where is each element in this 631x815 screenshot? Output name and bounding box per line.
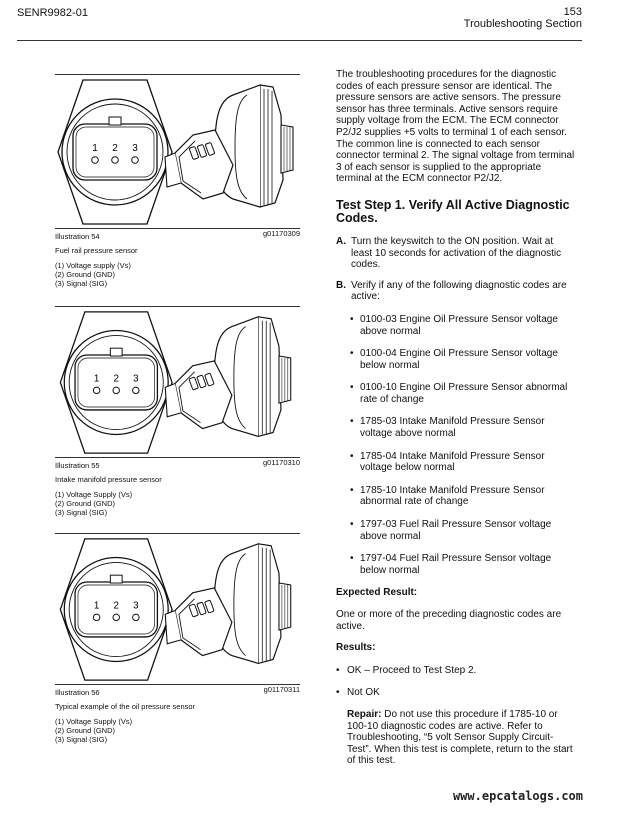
illustration-number: Illustration 54 bbox=[55, 232, 100, 241]
step-title: Test Step 1. Verify All Active Diagnostic Codes. bbox=[336, 197, 570, 225]
pin-label-1: 1 bbox=[92, 143, 98, 154]
illustration-description: Intake manifold pressure sensor bbox=[55, 475, 162, 484]
intro-paragraph: The troubleshooting procedures for the diagnostic codes of each pressure sensor are identical. The pressure sensors are active sensors. The pressure sensor has three terminals. Active sensors require supply voltage from the ECM. The ECM connector P2/J2 supplies +5 volts to terminal 1 of each sensor. The common line is connected to each sensor connector terminal 2. The signal voltage from terminal 3 of each sensor is supplied to the appropriate terminal at the ECM connector P2/J2. bbox=[336, 69, 575, 185]
legend-item: (2) Ground (GND) bbox=[55, 726, 116, 735]
figure-55 bbox=[55, 306, 300, 517]
illustration-legend bbox=[55, 717, 300, 744]
legend-item: (1) Voltage Supply (Vs) bbox=[55, 490, 133, 499]
body-column bbox=[336, 69, 576, 767]
illustration-code: g01170311 bbox=[263, 685, 300, 694]
illustration-code: g01170310 bbox=[263, 458, 300, 467]
code-text: 0100-03 Engine Oil Pressure Sensor voltage above normal bbox=[360, 313, 558, 337]
result-ok: • OK – Proceed to Test Step 2. bbox=[336, 664, 477, 676]
item-letter: B. bbox=[336, 279, 346, 291]
repair-label: Repair: bbox=[347, 708, 382, 720]
repair-text: Do not use this procedure if 1785-10 or 100-10 diagnostic codes are active. Refer to Troubleshooting, “5 volt Sensor Supply Circuit-Test”. When this test is complete, return to the start of this test. bbox=[347, 708, 573, 767]
pin-label-3: 3 bbox=[133, 600, 139, 612]
page-number: 153 bbox=[563, 6, 582, 18]
illustration-description: Typical example of the oil pressure sensor bbox=[55, 702, 196, 711]
code-list-item: • 0100-03 Engine Oil Pressure Sensor voltage above normal bbox=[350, 313, 558, 337]
code-list-item: • 1797-04 Fuel Rail Pressure Sensor voltage below normal bbox=[350, 553, 552, 576]
intake-manifold-sensor-drawing bbox=[55, 307, 300, 457]
code-text: 0100-04 Engine Oil Pressure Sensor voltage below normal bbox=[360, 348, 558, 371]
page-header-right bbox=[464, 6, 582, 30]
legend-item: (1) Voltage supply (Vs) bbox=[55, 261, 131, 270]
code-text: 1797-04 Fuel Rail Pressure Sensor voltage below normal bbox=[360, 553, 552, 576]
result-not-ok: • Not OK bbox=[336, 687, 380, 699]
pin-label-2: 2 bbox=[113, 600, 119, 612]
legend-item: (2) Ground (GND) bbox=[55, 499, 116, 508]
pin-label-2: 2 bbox=[112, 143, 118, 154]
code-list-item: • 1785-10 Intake Manifold Pressure Sensor abnormal rate of change bbox=[350, 484, 545, 508]
code-list-item: • 1797-03 Fuel Rail Pressure Sensor voltage above normal bbox=[350, 519, 552, 542]
illustration-legend bbox=[55, 261, 300, 288]
legend-item: (2) Ground (GND) bbox=[55, 270, 116, 279]
pin-label-3: 3 bbox=[132, 143, 138, 154]
code-text: 1785-04 Intake Manifold Pressure Sensor voltage below normal bbox=[360, 450, 545, 474]
pin-label-2: 2 bbox=[113, 373, 119, 385]
illustration-number: Illustration 56 bbox=[55, 688, 100, 697]
illustration-number: Illustration 55 bbox=[55, 461, 100, 470]
code-list-item: • 1785-04 Intake Manifold Pressure Sensor voltage below normal bbox=[350, 450, 545, 474]
figure-56 bbox=[55, 533, 300, 744]
item-text: Verify if any of the following diagnostic codes are active: bbox=[351, 279, 567, 303]
pin-label-1: 1 bbox=[93, 373, 100, 385]
figure-caption-line bbox=[55, 458, 300, 470]
watermark: www.epcatalogs.com bbox=[452, 789, 583, 803]
illustration-description: Fuel rail pressure sensor bbox=[55, 246, 138, 255]
result-ok-text: OK – Proceed to Test Step 2. bbox=[347, 664, 477, 676]
legend-item: (1) Voltage Supply (Vs) bbox=[55, 717, 133, 726]
figure-caption-line bbox=[55, 229, 300, 241]
fuel-rail-sensor-drawing bbox=[55, 75, 300, 228]
result-not-ok-text: Not OK bbox=[347, 687, 380, 699]
results-heading: Results: bbox=[336, 642, 376, 654]
illustration-code: g01170309 bbox=[263, 229, 300, 238]
header-rule bbox=[17, 40, 582, 41]
code-text: 1797-03 Fuel Rail Pressure Sensor voltage above normal bbox=[360, 519, 552, 542]
item-text: Turn the keyswitch to the ON position. Wait at least 10 seconds for activation of the diagnostic codes. bbox=[351, 235, 562, 271]
step-item-b bbox=[336, 280, 576, 303]
item-letter: A. bbox=[336, 235, 346, 247]
code-text: 1785-03 Intake Manifold Pressure Sensor voltage above normal bbox=[360, 416, 545, 440]
expected-result-text: One or more of the preceding diagnostic codes are active. bbox=[336, 609, 562, 632]
code-text: 0100-10 Engine Oil Pressure Sensor abnormal rate of change bbox=[360, 382, 568, 405]
code-text: 1785-10 Intake Manifold Pressure Sensor abnormal rate of change bbox=[360, 484, 545, 508]
step-item-a bbox=[336, 236, 576, 271]
figure-54 bbox=[55, 74, 300, 288]
pin-label-1: 1 bbox=[93, 600, 100, 612]
figure-caption-line bbox=[55, 685, 300, 697]
code-list-item: • 1785-03 Intake Manifold Pressure Sensor voltage above normal bbox=[350, 416, 545, 440]
pin-label-3: 3 bbox=[133, 373, 139, 385]
repair-paragraph bbox=[336, 709, 576, 767]
illustration-legend bbox=[55, 490, 300, 517]
expected-result-heading: Expected Result: bbox=[336, 587, 418, 599]
code-list-item: • 0100-10 Engine Oil Pressure Sensor abnormal rate of change bbox=[350, 382, 568, 405]
doc-number: SENR9982-01 bbox=[17, 7, 88, 19]
code-list-item: • 0100-04 Engine Oil Pressure Sensor voltage below normal bbox=[350, 348, 558, 371]
oil-pressure-sensor-drawing bbox=[55, 534, 300, 684]
legend-item: (3) Signal (SIG) bbox=[55, 279, 108, 288]
section-name: Troubleshooting Section bbox=[463, 18, 582, 30]
legend-item: (3) Signal (SIG) bbox=[55, 508, 108, 517]
legend-item: (3) Signal (SIG) bbox=[55, 735, 108, 744]
